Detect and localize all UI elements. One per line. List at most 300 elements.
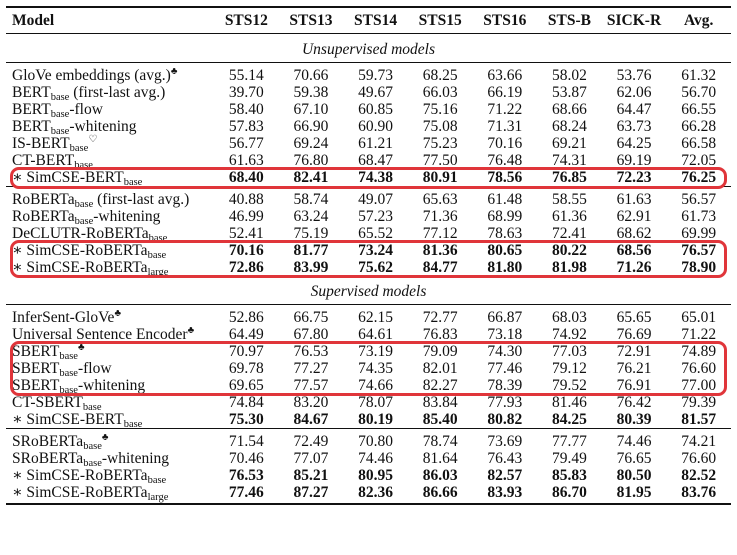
score-cell: 61.21 (358, 135, 394, 152)
model-name-cell (6, 305, 214, 327)
model-mark: ♣ (114, 308, 122, 319)
score-cell: 58.40 (228, 101, 264, 118)
model-name: BERT (12, 118, 51, 135)
score-cell: 76.43 (487, 450, 523, 467)
score-cell: 76.53 (293, 343, 329, 360)
model-name: SBERT (12, 343, 60, 360)
score-cell: 71.26 (616, 259, 652, 276)
score-cell: 68.47 (358, 152, 394, 169)
score-cell: 76.48 (487, 152, 523, 169)
score-cell: 77.00 (681, 377, 717, 394)
score-cell: 71.22 (487, 101, 523, 118)
table-row (6, 63, 731, 85)
score-cell: 66.58 (681, 135, 717, 152)
score-cell: 82.52 (681, 467, 717, 484)
model-name: SRoBERTa (12, 450, 84, 467)
score-cell: 56.70 (681, 84, 717, 101)
score-cell: 66.87 (487, 309, 523, 326)
score-cell: 76.21 (616, 360, 652, 377)
model-name: BERT (12, 101, 51, 118)
model-name: SimCSE-RoBERTa (26, 467, 148, 484)
score-cell: 82.01 (422, 360, 458, 377)
score-cell: 72.91 (616, 343, 652, 360)
model-mark: ♡ (88, 134, 98, 145)
model-mark: ♣ (77, 342, 85, 353)
model-name-cell (6, 152, 214, 169)
score-cell: 69.99 (681, 225, 717, 242)
header-sts16: STS16 (473, 7, 538, 34)
score-cell: 56.77 (228, 135, 264, 152)
score-cell: 83.99 (293, 259, 329, 276)
header-avg: Avg. (666, 7, 731, 34)
score-cell: 55.14 (228, 67, 264, 84)
model-sub: base (83, 458, 102, 469)
score-cell: 74.92 (551, 326, 587, 343)
model-name-cell (6, 169, 214, 187)
score-cell: 73.69 (473, 429, 538, 451)
model-prefix: ∗ (12, 411, 27, 428)
score-cell: 65.52 (358, 225, 394, 242)
score-cell: 76.57 (681, 242, 717, 259)
score-cell: 74.84 (228, 394, 264, 411)
score-cell: 80.91 (422, 169, 458, 186)
table-row (6, 450, 731, 467)
model-name-cell (6, 343, 214, 360)
model-name: SimCSE-RoBERTa (26, 484, 148, 501)
score-cell: 85.40 (422, 411, 458, 428)
model-name: CT-BERT (12, 152, 75, 169)
model-name: RoBERTa (12, 208, 75, 225)
score-cell: 76.60 (681, 360, 717, 377)
table-row (6, 169, 731, 187)
score-cell: 77.03 (551, 343, 587, 360)
score-cell: 72.23 (616, 169, 652, 186)
section-title: Supervised models (6, 276, 731, 305)
score-cell: 63.73 (616, 118, 652, 135)
score-cell: 75.23 (422, 135, 458, 152)
score-cell: 61.32 (681, 67, 717, 84)
score-cell: 80.39 (616, 411, 652, 428)
score-cell: 76.83 (422, 326, 458, 343)
model-suffix: (first-last avg.) (93, 191, 190, 208)
table-row (6, 225, 731, 242)
score-cell: 71.54 (214, 429, 279, 451)
score-cell: 60.85 (358, 101, 394, 118)
model-sub: base (50, 109, 70, 120)
header-sts14: STS14 (343, 7, 408, 34)
score-cell: 84.77 (422, 259, 458, 276)
score-cell: 68.56 (616, 242, 652, 259)
score-cell: 64.25 (616, 135, 652, 152)
score-cell: 78.74 (408, 429, 473, 451)
model-name-cell (6, 467, 214, 484)
model-name: SimCSE-RoBERTa (26, 242, 148, 259)
score-cell: 61.48 (473, 187, 538, 209)
score-cell: 68.40 (228, 169, 264, 186)
score-cell: 69.19 (616, 152, 652, 169)
results-table (6, 6, 731, 505)
score-cell: 62.06 (616, 84, 652, 101)
score-cell: 69.24 (293, 135, 329, 152)
score-cell: 39.70 (228, 84, 264, 101)
table-row (6, 84, 731, 101)
model-name-cell (6, 208, 214, 225)
model-sub: base (50, 92, 70, 103)
model-mark: ♣ (187, 325, 195, 336)
score-cell: 61.63 (228, 152, 264, 169)
score-cell: 84.67 (293, 411, 329, 428)
score-cell: 56.57 (666, 187, 731, 209)
score-cell: 68.25 (422, 67, 458, 84)
score-cell: 72.49 (279, 429, 344, 451)
model-sub: large (147, 267, 169, 278)
table-body (6, 34, 731, 505)
model-name-cell (6, 429, 214, 451)
header-stsb: STS-B (537, 7, 602, 34)
score-cell: 86.70 (537, 484, 602, 504)
score-cell: 81.95 (602, 484, 667, 504)
score-cell: 64.49 (228, 326, 264, 343)
score-cell: 52.41 (228, 225, 264, 242)
score-cell: 70.16 (228, 242, 264, 259)
model-prefix: ∗ (12, 169, 27, 186)
score-cell: 76.42 (616, 394, 652, 411)
score-cell: 80.65 (487, 242, 523, 259)
score-cell: 71.22 (681, 326, 717, 343)
score-cell: 81.57 (681, 411, 717, 428)
table-row (6, 305, 731, 327)
score-cell: 80.82 (487, 411, 523, 428)
model-name-cell (6, 187, 214, 209)
score-cell: 81.64 (422, 450, 458, 467)
header-sts12: STS12 (214, 7, 279, 34)
model-sub: base (147, 250, 167, 261)
score-cell: 59.38 (293, 84, 329, 101)
score-cell: 64.47 (616, 101, 652, 118)
score-cell: 61.36 (551, 208, 587, 225)
score-cell: 77.57 (293, 377, 329, 394)
header-row (6, 7, 731, 34)
score-cell: 72.05 (681, 152, 717, 169)
score-cell: 69.21 (551, 135, 587, 152)
score-cell: 67.10 (293, 101, 329, 118)
score-cell: 61.63 (602, 187, 667, 209)
table-row (6, 484, 731, 504)
score-cell: 76.69 (616, 326, 652, 343)
model-name: DeCLUTR-RoBERTa (12, 225, 149, 242)
model-name-cell (6, 225, 214, 242)
score-cell: 66.90 (293, 118, 329, 135)
table-row (6, 208, 731, 225)
score-cell: 77.46 (214, 484, 279, 504)
score-cell: 53.87 (551, 84, 587, 101)
score-cell: 74.35 (358, 360, 394, 377)
model-name: SimCSE-BERT (26, 169, 124, 186)
model-name: SimCSE-RoBERTa (26, 259, 148, 276)
model-prefix: ∗ (12, 467, 27, 484)
score-cell: 40.88 (214, 187, 279, 209)
score-cell: 63.66 (487, 67, 523, 84)
score-cell: 77.46 (487, 360, 523, 377)
model-sub: base (74, 216, 94, 227)
score-cell: 74.89 (681, 343, 717, 360)
score-cell: 65.63 (408, 187, 473, 209)
score-cell: 74.46 (602, 429, 667, 451)
score-cell: 72.86 (228, 259, 264, 276)
model-name: SBERT (12, 377, 60, 394)
table-row (6, 187, 731, 209)
score-cell: 69.78 (228, 360, 264, 377)
score-cell: 66.19 (487, 84, 523, 101)
model-name: InferSent-GloVe (12, 309, 115, 326)
model-name-cell (6, 394, 214, 411)
score-cell: 64.61 (358, 326, 394, 343)
score-cell: 78.39 (487, 377, 523, 394)
model-sub: base (74, 199, 94, 210)
score-cell: 76.91 (616, 377, 652, 394)
score-cell: 81.36 (422, 242, 458, 259)
score-cell: 78.56 (487, 169, 523, 186)
score-cell: 76.53 (228, 467, 264, 484)
score-cell: 68.24 (551, 118, 587, 135)
model-sub: base (123, 419, 143, 430)
table-row (6, 394, 731, 411)
score-cell: 81.77 (293, 242, 329, 259)
section-header-row (6, 276, 731, 305)
score-cell: 74.38 (358, 169, 394, 186)
table-row (6, 411, 731, 429)
model-suffix: (first-last avg.) (69, 84, 166, 101)
score-cell: 52.86 (228, 309, 264, 326)
score-cell: 78.90 (681, 259, 717, 276)
model-name-cell (6, 118, 214, 135)
table-row (6, 118, 731, 135)
score-cell: 85.83 (551, 467, 587, 484)
score-cell: 80.19 (358, 411, 394, 428)
score-cell: 78.07 (358, 394, 394, 411)
table-row (6, 429, 731, 451)
score-cell: 83.93 (473, 484, 538, 504)
score-cell: 74.21 (666, 429, 731, 451)
model-name: SimCSE-BERT (26, 411, 124, 428)
table-row (6, 360, 731, 377)
model-name: IS-BERT (12, 135, 70, 152)
model-name-cell (6, 484, 214, 504)
table-row (6, 259, 731, 276)
score-cell: 74.31 (551, 152, 587, 169)
model-name-cell (6, 101, 214, 118)
score-cell: 46.99 (228, 208, 264, 225)
table-row (6, 101, 731, 118)
model-prefix: ∗ (12, 259, 27, 276)
score-cell: 75.16 (422, 101, 458, 118)
score-cell: 71.36 (422, 208, 458, 225)
model-sub: base (59, 385, 78, 396)
score-cell: 57.23 (358, 208, 394, 225)
table-row (6, 242, 731, 259)
score-cell: 82.27 (422, 377, 458, 394)
score-cell: 68.03 (551, 309, 587, 326)
score-cell: 76.65 (616, 450, 652, 467)
score-cell: 84.25 (551, 411, 587, 428)
model-name-cell (6, 411, 214, 429)
model-sub: large (147, 492, 169, 503)
score-cell: 81.46 (551, 394, 587, 411)
score-cell: 82.36 (343, 484, 408, 504)
score-cell: 70.97 (228, 343, 264, 360)
model-prefix: ∗ (12, 242, 27, 259)
model-suffix: -whitening (93, 208, 161, 225)
score-cell: 49.07 (343, 187, 408, 209)
model-prefix: ∗ (12, 484, 27, 501)
score-cell: 60.90 (358, 118, 394, 135)
score-cell: 65.01 (681, 309, 717, 326)
score-cell: 62.91 (616, 208, 652, 225)
model-sub: base (59, 368, 78, 379)
score-cell: 67.80 (293, 326, 329, 343)
score-cell: 79.39 (681, 394, 717, 411)
score-cell: 76.25 (681, 169, 717, 186)
score-cell: 81.98 (551, 259, 587, 276)
score-cell: 77.07 (293, 450, 329, 467)
model-suffix: -whitening (69, 118, 137, 135)
score-cell: 86.03 (422, 467, 458, 484)
score-cell: 69.65 (228, 377, 264, 394)
model-name-cell (6, 84, 214, 101)
score-cell: 76.85 (551, 169, 587, 186)
score-cell: 77.27 (293, 360, 329, 377)
model-suffix: -whitening (77, 377, 146, 394)
score-cell: 79.49 (551, 450, 587, 467)
model-sub: base (148, 233, 168, 244)
model-sub: base (123, 177, 143, 188)
score-cell: 53.76 (616, 67, 652, 84)
model-name-cell (6, 259, 214, 276)
score-cell: 75.19 (293, 225, 329, 242)
header-sickr: SICK-R (602, 7, 667, 34)
score-cell: 76.60 (681, 450, 717, 467)
score-cell: 87.27 (279, 484, 344, 504)
score-cell: 82.41 (293, 169, 329, 186)
score-cell: 75.08 (422, 118, 458, 135)
model-name-cell (6, 450, 214, 467)
score-cell: 70.80 (343, 429, 408, 451)
score-cell: 58.74 (279, 187, 344, 209)
score-cell: 77.50 (422, 152, 458, 169)
header-sts13: STS13 (279, 7, 344, 34)
model-name: SRoBERTa (12, 433, 84, 450)
score-cell: 79.52 (551, 377, 587, 394)
header-model: Model (6, 7, 214, 34)
score-cell: 72.41 (551, 225, 587, 242)
score-cell: 66.03 (422, 84, 458, 101)
score-cell: 77.12 (422, 225, 458, 242)
model-name: RoBERTa (12, 191, 75, 208)
model-name-cell (6, 242, 214, 259)
score-cell: 75.30 (228, 411, 264, 428)
model-sub: base (82, 402, 102, 413)
score-cell: 83.76 (666, 484, 731, 504)
score-cell: 66.75 (293, 309, 329, 326)
score-cell: 79.12 (551, 360, 587, 377)
score-cell: 71.31 (487, 118, 523, 135)
score-cell: 70.46 (228, 450, 264, 467)
score-cell: 62.15 (358, 309, 394, 326)
model-sub: base (69, 143, 89, 154)
model-name-cell (6, 135, 214, 152)
model-name-cell (6, 360, 214, 377)
score-cell: 85.21 (293, 467, 329, 484)
score-cell: 74.30 (487, 343, 523, 360)
score-cell: 73.18 (487, 326, 523, 343)
table-row (6, 152, 731, 169)
score-cell: 74.66 (358, 377, 394, 394)
score-cell: 68.62 (616, 225, 652, 242)
score-cell: 63.24 (293, 208, 329, 225)
score-cell: 58.55 (537, 187, 602, 209)
model-name: SBERT (12, 360, 60, 377)
score-cell: 76.80 (293, 152, 329, 169)
model-name: Universal Sentence Encoder (12, 326, 188, 343)
section-header-row (6, 34, 731, 63)
score-cell: 78.63 (487, 225, 523, 242)
score-cell: 83.84 (422, 394, 458, 411)
model-sub: base (74, 160, 93, 171)
model-sub: base (147, 475, 167, 486)
score-cell: 83.20 (293, 394, 329, 411)
model-mark: ♣ (170, 66, 178, 77)
header-sts15: STS15 (408, 7, 473, 34)
score-cell: 49.67 (358, 84, 394, 101)
model-sub: base (50, 126, 70, 137)
score-cell: 73.24 (358, 242, 394, 259)
score-cell: 82.57 (487, 467, 523, 484)
model-sub: base (59, 351, 78, 362)
score-cell: 57.83 (228, 118, 264, 135)
score-cell: 66.28 (681, 118, 717, 135)
model-suffix: -whitening (101, 450, 170, 467)
model-name-cell (6, 326, 214, 343)
score-cell: 70.16 (487, 135, 523, 152)
score-cell: 77.77 (537, 429, 602, 451)
score-cell: 74.46 (358, 450, 394, 467)
score-cell: 58.02 (551, 67, 587, 84)
score-cell: 66.55 (681, 101, 717, 118)
score-cell: 86.66 (408, 484, 473, 504)
score-cell: 68.66 (551, 101, 587, 118)
section-title: Unsupervised models (6, 34, 731, 63)
score-cell: 70.66 (293, 67, 329, 84)
score-cell: 80.50 (616, 467, 652, 484)
model-name-cell (6, 377, 214, 394)
model-name-cell (6, 63, 214, 85)
table-row (6, 326, 731, 343)
model-suffix: -flow (77, 360, 112, 377)
table-row (6, 343, 731, 360)
score-cell: 81.80 (487, 259, 523, 276)
score-cell: 72.77 (422, 309, 458, 326)
model-sub: base (83, 441, 102, 452)
model-name: BERT (12, 84, 51, 101)
score-cell: 79.09 (422, 343, 458, 360)
model-name: GloVe embeddings (avg.) (12, 67, 171, 84)
score-cell: 61.73 (681, 208, 717, 225)
score-cell: 80.22 (551, 242, 587, 259)
score-cell: 65.65 (616, 309, 652, 326)
score-cell: 68.99 (487, 208, 523, 225)
score-cell: 80.95 (358, 467, 394, 484)
table-row (6, 467, 731, 484)
